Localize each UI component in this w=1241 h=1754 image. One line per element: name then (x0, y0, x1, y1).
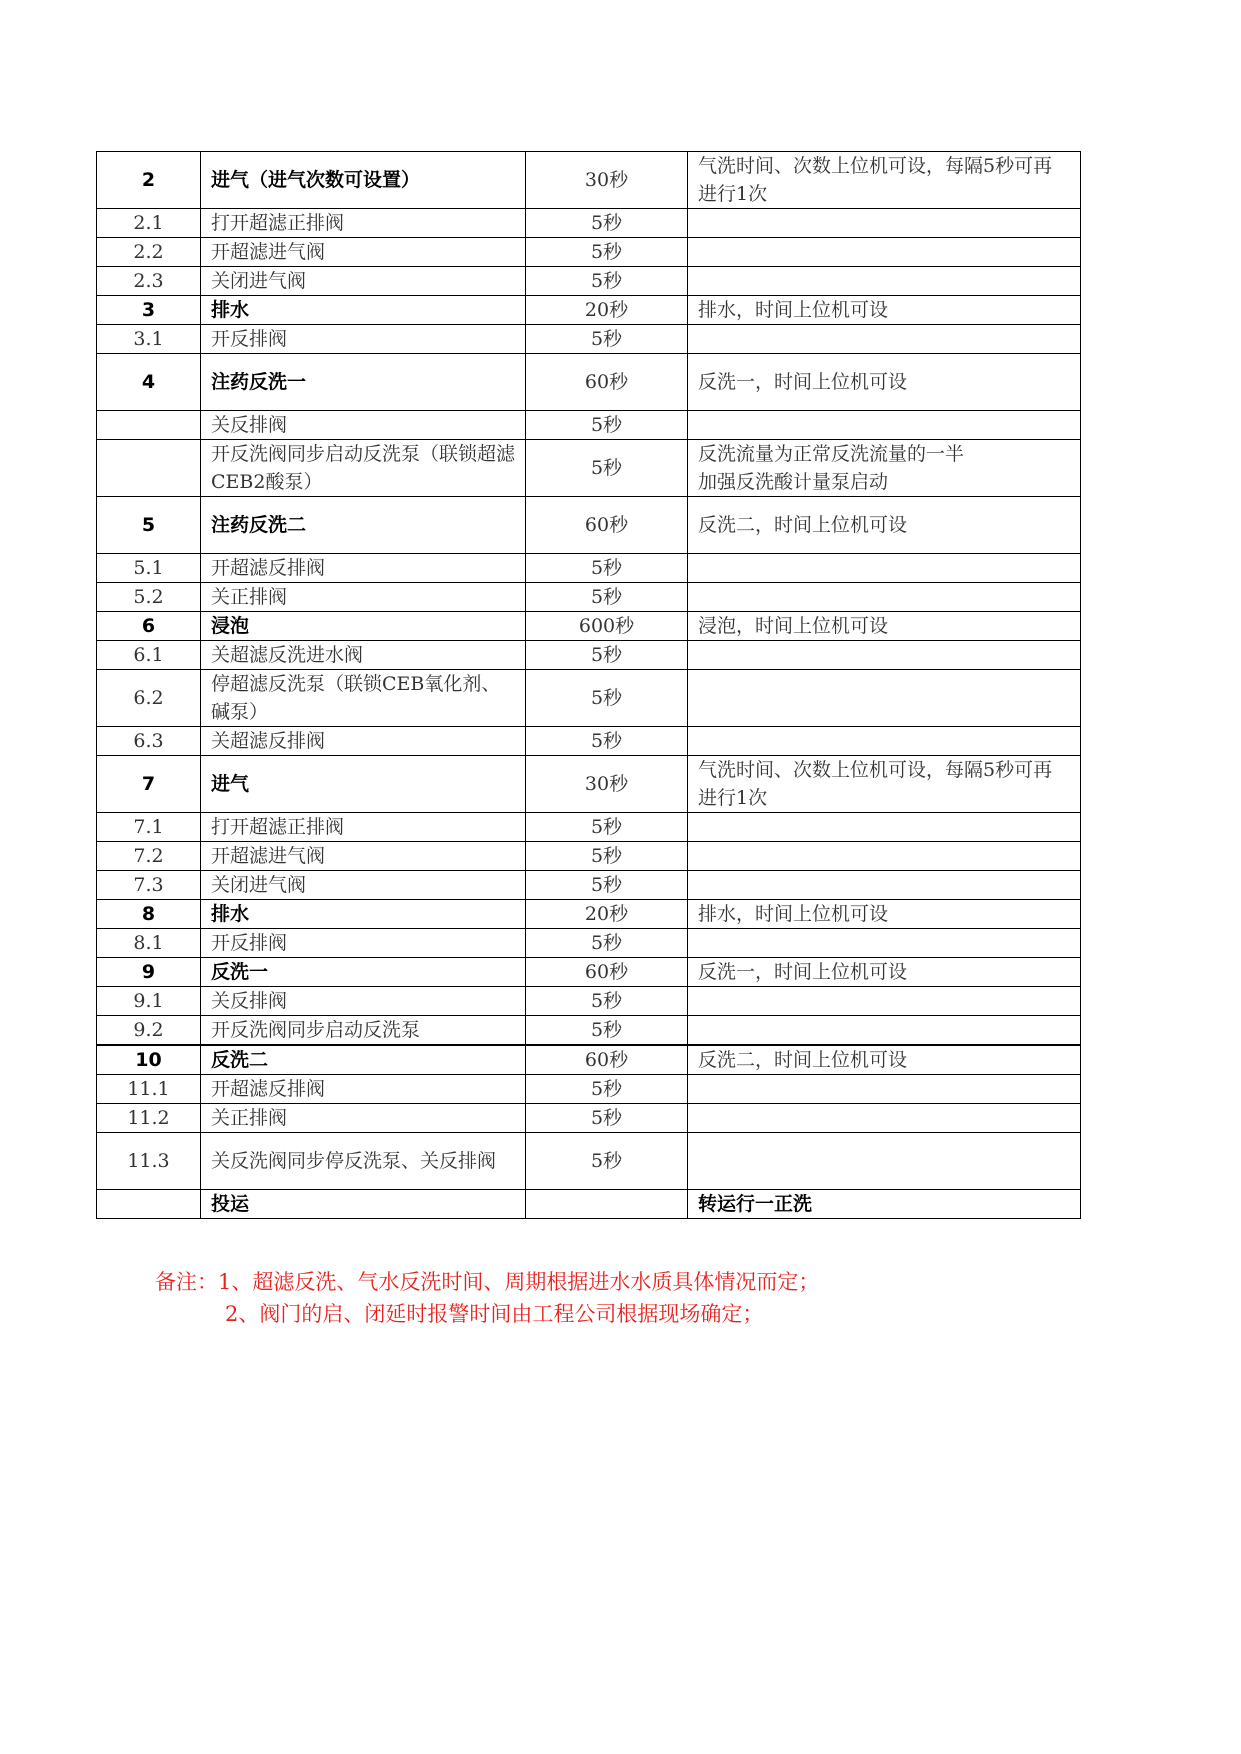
step-action: 关超滤反排阀 (201, 727, 526, 756)
step-duration: 5秒 (526, 842, 688, 871)
step-number: 9 (97, 958, 201, 987)
step-action: 关正排阀 (201, 1104, 526, 1133)
step-note (688, 267, 1081, 296)
step-number: 6.3 (97, 727, 201, 756)
step-note: 反洗一，时间上位机可设 (688, 958, 1081, 987)
step-note (688, 1075, 1081, 1104)
step-number: 3.1 (97, 325, 201, 354)
step-action: 关正排阀 (201, 583, 526, 612)
step-note (688, 987, 1081, 1016)
step-duration: 5秒 (526, 554, 688, 583)
table-row (97, 727, 1081, 756)
step-note (688, 411, 1081, 440)
step-duration: 5秒 (526, 727, 688, 756)
step-action: 开反洗阀同步启动反洗泵（联锁超滤CEB2酸泵） (201, 440, 526, 497)
table-row (97, 267, 1081, 296)
step-action: 开反排阀 (201, 325, 526, 354)
step-action: 反洗二 (201, 1045, 526, 1075)
table-row (97, 554, 1081, 583)
table-row (97, 929, 1081, 958)
table-row (97, 497, 1081, 554)
step-note: 气洗时间、次数上位机可设，每隔5秒可再进行1次 (688, 756, 1081, 813)
step-note: 排水，时间上位机可设 (688, 296, 1081, 325)
step-duration: 5秒 (526, 1133, 688, 1190)
table-row (97, 1075, 1081, 1104)
step-number: 6.1 (97, 641, 201, 670)
step-action: 打开超滤正排阀 (201, 813, 526, 842)
step-note: 转运行一正洗 (688, 1190, 1081, 1219)
step-number: 7.3 (97, 871, 201, 900)
step-number (97, 440, 201, 497)
step-duration: 5秒 (526, 411, 688, 440)
step-duration: 60秒 (526, 958, 688, 987)
step-action: 关闭进气阀 (201, 267, 526, 296)
step-note (688, 325, 1081, 354)
step-duration: 5秒 (526, 871, 688, 900)
table-row (97, 238, 1081, 267)
step-number: 2.1 (97, 209, 201, 238)
step-note (688, 1016, 1081, 1046)
step-note (688, 1133, 1081, 1190)
step-duration: 5秒 (526, 1016, 688, 1046)
step-duration: 5秒 (526, 267, 688, 296)
remark-line-2: 2、阀门的启、闭延时报警时间由工程公司根据现场确定； (225, 1302, 764, 1326)
step-note: 反洗一，时间上位机可设 (688, 354, 1081, 411)
step-note: 浸泡，时间上位机可设 (688, 612, 1081, 641)
step-number: 11.1 (97, 1075, 201, 1104)
table-row (97, 670, 1081, 727)
step-note: 气洗时间、次数上位机可设，每隔5秒可再进行1次 (688, 152, 1081, 209)
step-action: 开超滤进气阀 (201, 238, 526, 267)
step-note (688, 209, 1081, 238)
step-duration: 600秒 (526, 612, 688, 641)
table-row (97, 900, 1081, 929)
step-action: 开反洗阀同步启动反洗泵 (201, 1016, 526, 1046)
step-duration: 30秒 (526, 756, 688, 813)
step-action: 开超滤反排阀 (201, 554, 526, 583)
step-duration: 20秒 (526, 296, 688, 325)
table-row (97, 1104, 1081, 1133)
step-action: 投运 (201, 1190, 526, 1219)
step-note (688, 554, 1081, 583)
table-row (97, 1190, 1081, 1219)
step-duration (526, 1190, 688, 1219)
step-note (688, 670, 1081, 727)
step-number: 5.1 (97, 554, 201, 583)
table-row (97, 871, 1081, 900)
step-action: 反洗一 (201, 958, 526, 987)
step-note: 反洗二，时间上位机可设 (688, 497, 1081, 554)
step-number: 4 (97, 354, 201, 411)
step-note (688, 929, 1081, 958)
step-duration: 5秒 (526, 1075, 688, 1104)
step-number: 7.2 (97, 842, 201, 871)
table-row (97, 987, 1081, 1016)
step-action: 注药反洗二 (201, 497, 526, 554)
step-action: 开超滤反排阀 (201, 1075, 526, 1104)
step-note (688, 641, 1081, 670)
step-number: 5 (97, 497, 201, 554)
step-action: 注药反洗一 (201, 354, 526, 411)
step-action: 关超滤反洗进水阀 (201, 641, 526, 670)
step-duration: 5秒 (526, 583, 688, 612)
step-duration: 5秒 (526, 670, 688, 727)
step-action: 开超滤进气阀 (201, 842, 526, 871)
step-number (97, 411, 201, 440)
step-action: 进气（进气次数可设置） (201, 152, 526, 209)
step-number: 6.2 (97, 670, 201, 727)
step-number: 11.3 (97, 1133, 201, 1190)
step-duration: 5秒 (526, 440, 688, 497)
step-action: 进气 (201, 756, 526, 813)
step-number: 7 (97, 756, 201, 813)
step-duration: 60秒 (526, 497, 688, 554)
step-note: 反洗二，时间上位机可设 (688, 1045, 1081, 1075)
step-action: 浸泡 (201, 612, 526, 641)
table-row (97, 612, 1081, 641)
step-duration: 20秒 (526, 900, 688, 929)
step-note (688, 842, 1081, 871)
step-duration: 5秒 (526, 641, 688, 670)
step-duration: 60秒 (526, 354, 688, 411)
table-row (97, 583, 1081, 612)
table-row (97, 325, 1081, 354)
table-row (97, 813, 1081, 842)
table-row (97, 958, 1081, 987)
step-number: 2 (97, 152, 201, 209)
step-number: 8 (97, 900, 201, 929)
remark-line-1: 备注：1、超滤反洗、气水反洗时间、周期根据进水水质具体情况而定； (155, 1270, 820, 1294)
step-note: 反洗流量为正常反洗流量的一半 加强反洗酸计量泵启动 (688, 440, 1081, 497)
table-row (97, 1016, 1081, 1046)
step-duration: 5秒 (526, 238, 688, 267)
step-note (688, 727, 1081, 756)
step-note: 排水，时间上位机可设 (688, 900, 1081, 929)
step-number: 9.2 (97, 1016, 201, 1046)
step-number: 3 (97, 296, 201, 325)
step-action: 关闭进气阀 (201, 871, 526, 900)
step-duration: 5秒 (526, 209, 688, 238)
table-row (97, 756, 1081, 813)
step-number: 2.3 (97, 267, 201, 296)
table-row (97, 1133, 1081, 1190)
process-steps-table (96, 151, 1081, 1219)
step-action: 排水 (201, 296, 526, 325)
step-duration: 5秒 (526, 929, 688, 958)
step-duration: 60秒 (526, 1045, 688, 1075)
table-row (97, 354, 1081, 411)
step-action: 关反排阀 (201, 987, 526, 1016)
step-note (688, 871, 1081, 900)
step-duration: 5秒 (526, 1104, 688, 1133)
table-row (97, 411, 1081, 440)
step-duration: 5秒 (526, 813, 688, 842)
table-row (97, 842, 1081, 871)
step-action: 开反排阀 (201, 929, 526, 958)
step-duration: 5秒 (526, 325, 688, 354)
table-row (97, 1045, 1081, 1075)
step-number: 2.2 (97, 238, 201, 267)
step-number: 10 (97, 1045, 201, 1075)
step-number: 9.1 (97, 987, 201, 1016)
table-row (97, 152, 1081, 209)
step-note (688, 813, 1081, 842)
table-row (97, 296, 1081, 325)
step-action: 停超滤反洗泵（联锁CEB氧化剂、碱泵） (201, 670, 526, 727)
step-action: 关反排阀 (201, 411, 526, 440)
step-number: 8.1 (97, 929, 201, 958)
step-duration: 30秒 (526, 152, 688, 209)
table-row (97, 641, 1081, 670)
step-number (97, 1190, 201, 1219)
remarks-block (155, 1266, 819, 1330)
step-note (688, 1104, 1081, 1133)
step-note (688, 238, 1081, 267)
step-action: 关反洗阀同步停反洗泵、关反排阀 (201, 1133, 526, 1190)
step-action: 打开超滤正排阀 (201, 209, 526, 238)
step-note (688, 583, 1081, 612)
step-action: 排水 (201, 900, 526, 929)
step-number: 5.2 (97, 583, 201, 612)
step-number: 6 (97, 612, 201, 641)
step-number: 11.2 (97, 1104, 201, 1133)
step-duration: 5秒 (526, 987, 688, 1016)
table-row (97, 440, 1081, 497)
table-row (97, 209, 1081, 238)
step-number: 7.1 (97, 813, 201, 842)
